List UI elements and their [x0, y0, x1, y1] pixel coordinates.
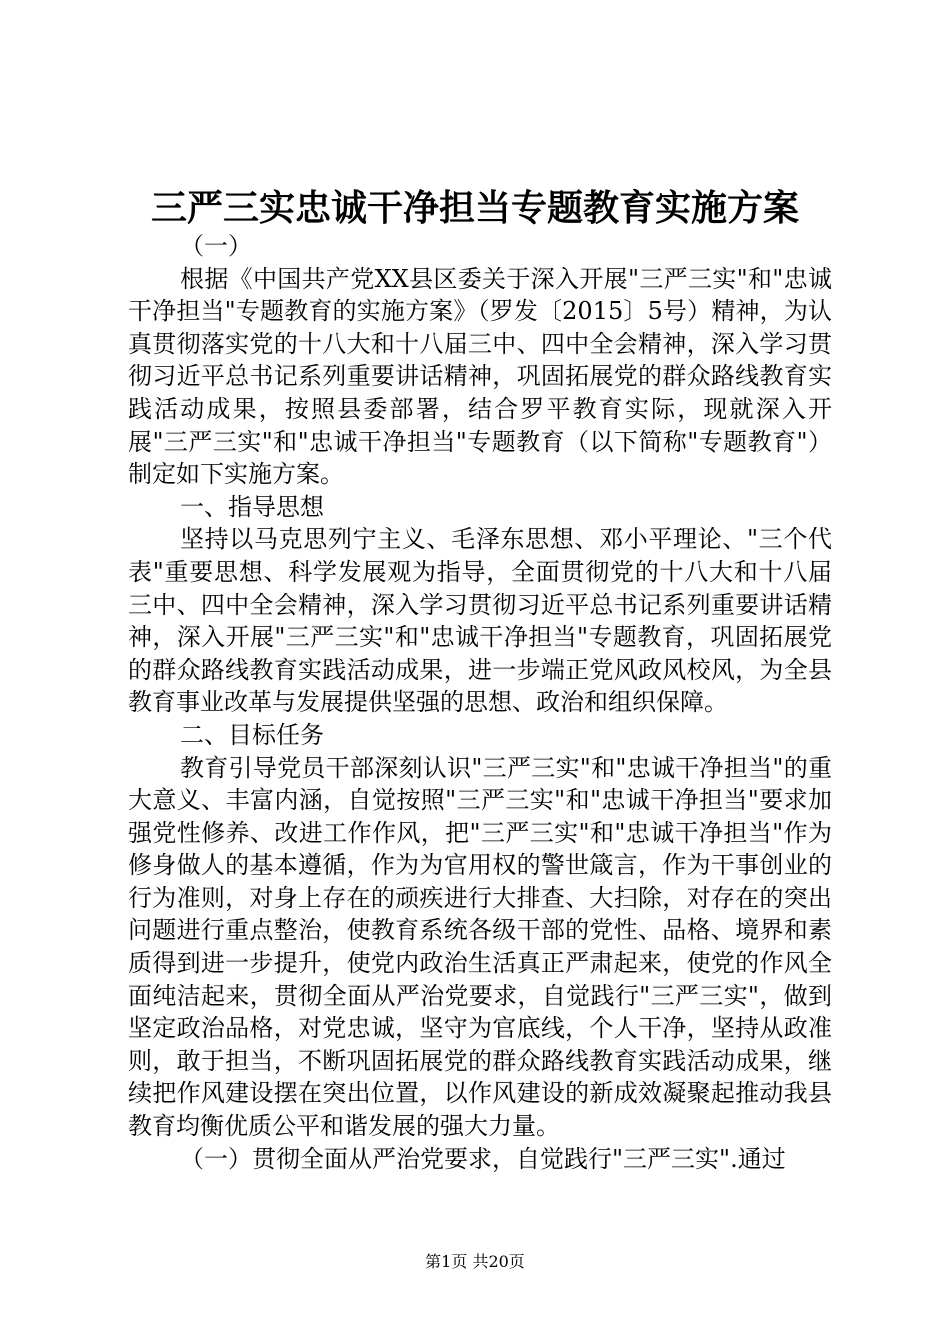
goals-tasks-paragraph: 教育引导党员干部深刻认识"三严三实"和"忠诚干净担当"的重大意义、丰富内涵，自觉按照"三严三实"和"忠诚干净担当"要求加强党性修养、改进工作作风，把"三严三实"和"忠诚干净担当"作为修身做人的基本遵循，作为为官用权的警世箴言，作为干事创业的行为准则，对身上存在的顽疾进行大排查、大扫除，对存在的突出问题进行重点整治，使教育系统各级干部的党性、品格、境界和素质得到进一步提升，使党内政治生活真正严肃起来，使党的作风全面纯洁起来，贯彻全面从严治党要求，自觉践行"三严三实"，做到坚定政治品格，对党忠诚，坚守为官底线，个人干净，坚持从政准则，敢于担当，不断巩固拓展党的群众路线教育实践活动成果，继续把作风建设摆在突出位置，以作风建设的新成效凝聚起推动我县教育均衡优质公平和谐发展的强大力量。: [128, 753, 832, 1141]
guiding-ideology-paragraph: 坚持以马克思列宁主义、毛泽东思想、邓小平理论、"三个代表"重要思想、科学发展观为指导，全面贯彻党的十八大和十八届三中、四中全会精神，深入学习贯彻习近平总书记系列重要讲话精神，深入开展"三严三实"和"忠诚干净担当"专题教育，巩固拓展党的群众路线教育实践活动成果，进一步端正党风政风校风，为全县教育事业改革与发展提供坚强的思想、政治和组织保障。: [128, 525, 832, 717]
page-footer: 第1页 共20页: [425, 1252, 525, 1271]
section-number: （一）: [180, 232, 252, 260]
intro-paragraph: 根据《中国共产党XX县区委关于深入开展"三严三实"和"忠诚干净担当"专题教育的实施方案》（罗发〔2015〕5号）精神，为认真贯彻落实党的十八大和十八届三中、四中全会精神，深入学习贯彻习近平总书记系列重要讲话精神，巩固拓展党的群众路线教育实践活动成果，按照县委部署，结合罗平教育实际，现就深入开展"三严三实"和"忠诚干净担当"专题教育（以下简称"专题教育"）制定如下实施方案。: [128, 264, 832, 489]
document-body: [128, 230, 832, 1175]
subsection-paragraph: （一）贯彻全面从严治党要求，自觉践行"三严三实".通过: [180, 1144, 786, 1173]
heading-goals-tasks: 二、目标任务: [180, 720, 324, 749]
heading-guiding-ideology: 一、指导思想: [180, 492, 324, 521]
document-title: 三严三实忠诚干净担当专题教育实施方案: [150, 187, 799, 229]
